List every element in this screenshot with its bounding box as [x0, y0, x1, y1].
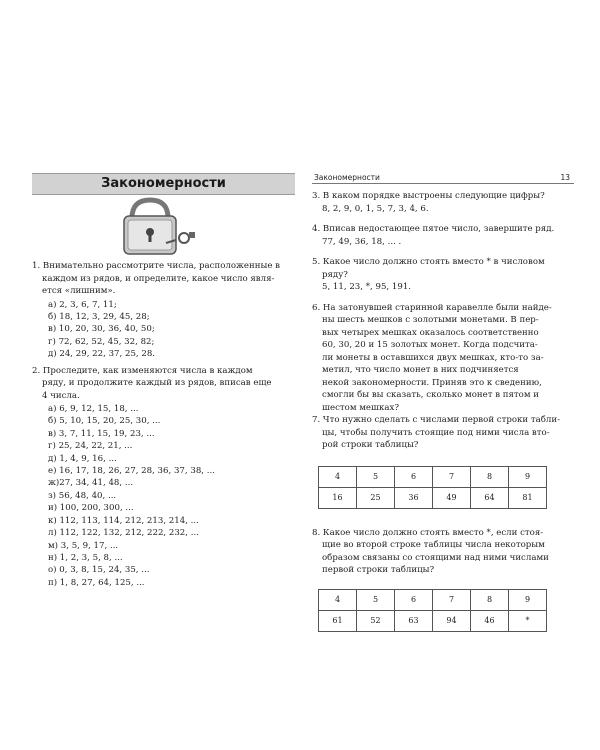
- question-8-line: образом связаны со стоящими над ними числами: [322, 552, 549, 563]
- option-e: д) 24, 29, 22, 37, 25, 28.: [48, 349, 156, 360]
- table-row: [319, 589, 547, 610]
- table-cell: 25: [357, 487, 395, 508]
- option: з) 56, 48, 40, ...: [48, 490, 117, 501]
- table-cell: 61: [319, 610, 357, 631]
- option: д) 1, 4, 9, 16, ...: [48, 453, 117, 464]
- question-6-line: 6. На затонувшей старинной каравелле были найде-: [312, 302, 552, 313]
- running-header: [312, 173, 574, 184]
- table-cell: 6: [395, 466, 433, 487]
- question-6-line: 60, 30, 20 и 15 золотых монет. Когда подсчита-: [322, 340, 538, 350]
- option-b: б) 18, 12, 3, 29, 45, 28;: [48, 311, 150, 322]
- padlock-key-illustration: [118, 196, 198, 258]
- question-7-line: 7. Что нужно сделать с числами первой строки табли-: [312, 415, 560, 425]
- option: ж)27, 34, 41, 48, ...: [48, 478, 134, 489]
- table-cell: *: [509, 610, 547, 631]
- question-7-line: цы, чтобы получить стоящие под ними числа вто-: [322, 427, 550, 438]
- table-cell: 64: [471, 487, 509, 508]
- table-cell: 46: [471, 610, 509, 631]
- table-cell: 8: [471, 589, 509, 610]
- question-6-line: вых четырех мешках оказалось соответственно: [322, 327, 539, 338]
- question-6-line: ны шесть мешков с золотыми монетами. В пер-: [322, 315, 539, 325]
- running-header-title: Закономерности: [314, 173, 380, 182]
- option: в) 3, 7, 11, 15, 19, 23, ...: [48, 428, 155, 439]
- table-cell: 9: [509, 466, 547, 487]
- option: о) 0, 3, 8, 15, 24, 35, ...: [48, 565, 150, 576]
- chapter-title: Закономерности: [101, 176, 226, 191]
- question-7-table: [318, 466, 547, 509]
- table-cell: 5: [357, 466, 395, 487]
- question-1-options: [48, 299, 304, 361]
- table-cell: 4: [319, 589, 357, 610]
- question-7: [312, 414, 574, 452]
- question-8: [312, 527, 574, 577]
- option: л) 112, 122, 132, 212, 222, 232, ...: [48, 528, 199, 539]
- question-6-line: шестом мешках?: [322, 402, 399, 413]
- question-1-line: 1. Внимательно рассмотрите числа, расположенные в: [32, 261, 280, 271]
- question-4-line: 4. Впиcав недостающее пятое число, завершите ряд.: [312, 224, 555, 234]
- table-cell: 63: [395, 610, 433, 631]
- question-2: [32, 365, 304, 590]
- table-cell: 81: [509, 487, 547, 508]
- table-cell: 36: [395, 487, 433, 508]
- table-cell: 94: [433, 610, 471, 631]
- question-4: [312, 223, 574, 248]
- option: г) 25, 24, 22, 21, ...: [48, 441, 133, 452]
- question-6-line: смогли бы вы сказать, сколько монет в пятом и: [322, 390, 539, 400]
- question-5-line: 5, 11, 23, *, 95, 191.: [322, 282, 412, 292]
- question-3-line: 3. В каком порядке выстроены следующие цифры?: [312, 191, 545, 201]
- table-row: [319, 610, 547, 631]
- page-number: 13: [560, 173, 570, 182]
- question-5-line: 5. Какое число должно стоять вместо * в числовом: [312, 257, 545, 267]
- chapter-title-bar: [32, 173, 295, 195]
- table-cell: 7: [433, 466, 471, 487]
- question-8-line: 8. Какое число должно стоять вместо *, если стоя-: [312, 527, 544, 538]
- question-7-line: рой строки таблицы?: [322, 440, 419, 450]
- question-2-line: ряду, и продолжите каждый из рядов, вписав еще: [42, 378, 272, 389]
- table-cell: 8: [471, 466, 509, 487]
- table-row: [319, 487, 547, 508]
- option: а) 6, 9, 12, 15, 18, ...: [48, 404, 139, 415]
- question-6-line: метил, что число монет в них подчиняется: [322, 365, 519, 375]
- question-1-line: ется «лишним».: [42, 286, 116, 296]
- table-cell: 49: [433, 487, 471, 508]
- option: и) 100, 200, 300, ...: [48, 503, 134, 514]
- question-6-line: некой закономерности. Приняв это к сведению,: [322, 377, 542, 388]
- question-3: [312, 190, 574, 215]
- table-cell: 52: [357, 610, 395, 631]
- right-page: [312, 190, 574, 632]
- option: м) 3, 5, 9, 17, ...: [48, 540, 119, 551]
- question-2-line: 2. Проследите, как изменяются числа в каждом: [32, 365, 253, 376]
- table-cell: 9: [509, 589, 547, 610]
- table-cell: 7: [433, 589, 471, 610]
- question-1: [32, 260, 304, 361]
- question-4-line: 77, 49, 36, 18, ... .: [322, 236, 402, 247]
- table-row: [319, 466, 547, 487]
- question-3-line: 8, 2, 9, 0, 1, 5, 7, 3, 4, 6.: [322, 203, 429, 214]
- question-1-line: каждом из рядов, и определите, какое число явля-: [42, 273, 275, 284]
- table-cell: 5: [357, 589, 395, 610]
- question-5: [312, 256, 574, 294]
- question-2-line: 4 числа.: [42, 390, 80, 401]
- left-page: [32, 260, 304, 589]
- question-5-line: ряду?: [322, 269, 348, 280]
- option: б) 5, 10, 15, 20, 25, 30, ...: [48, 416, 161, 427]
- option: е) 16, 17, 18, 26, 27, 28, 36, 37, 38, ...: [48, 466, 215, 477]
- question-8-line: первой строки таблицы?: [322, 565, 435, 575]
- table-cell: 4: [319, 466, 357, 487]
- question-8-table: [318, 589, 547, 632]
- option-a: а) 2, 3, 6, 7, 11;: [48, 299, 117, 310]
- question-6-line: ли монеты в оставшихся двух мешках, кто-то за-: [322, 352, 544, 363]
- option-d: г) 72, 62, 52, 45, 32, 82;: [48, 336, 155, 347]
- table-cell: 16: [319, 487, 357, 508]
- option: п) 1, 8, 27, 64, 125, ...: [48, 577, 145, 588]
- option: н) 1, 2, 3, 5, 8, ...: [48, 552, 123, 563]
- question-8-line: щие во второй строке таблицы числа некоторым: [322, 540, 545, 550]
- question-2-options: [48, 403, 304, 589]
- option-c: в) 10, 20, 30, 36, 40, 50;: [48, 324, 155, 335]
- question-6: [312, 302, 574, 415]
- option: к) 112, 113, 114, 212, 213, 214, ...: [48, 515, 199, 526]
- table-cell: 6: [395, 589, 433, 610]
